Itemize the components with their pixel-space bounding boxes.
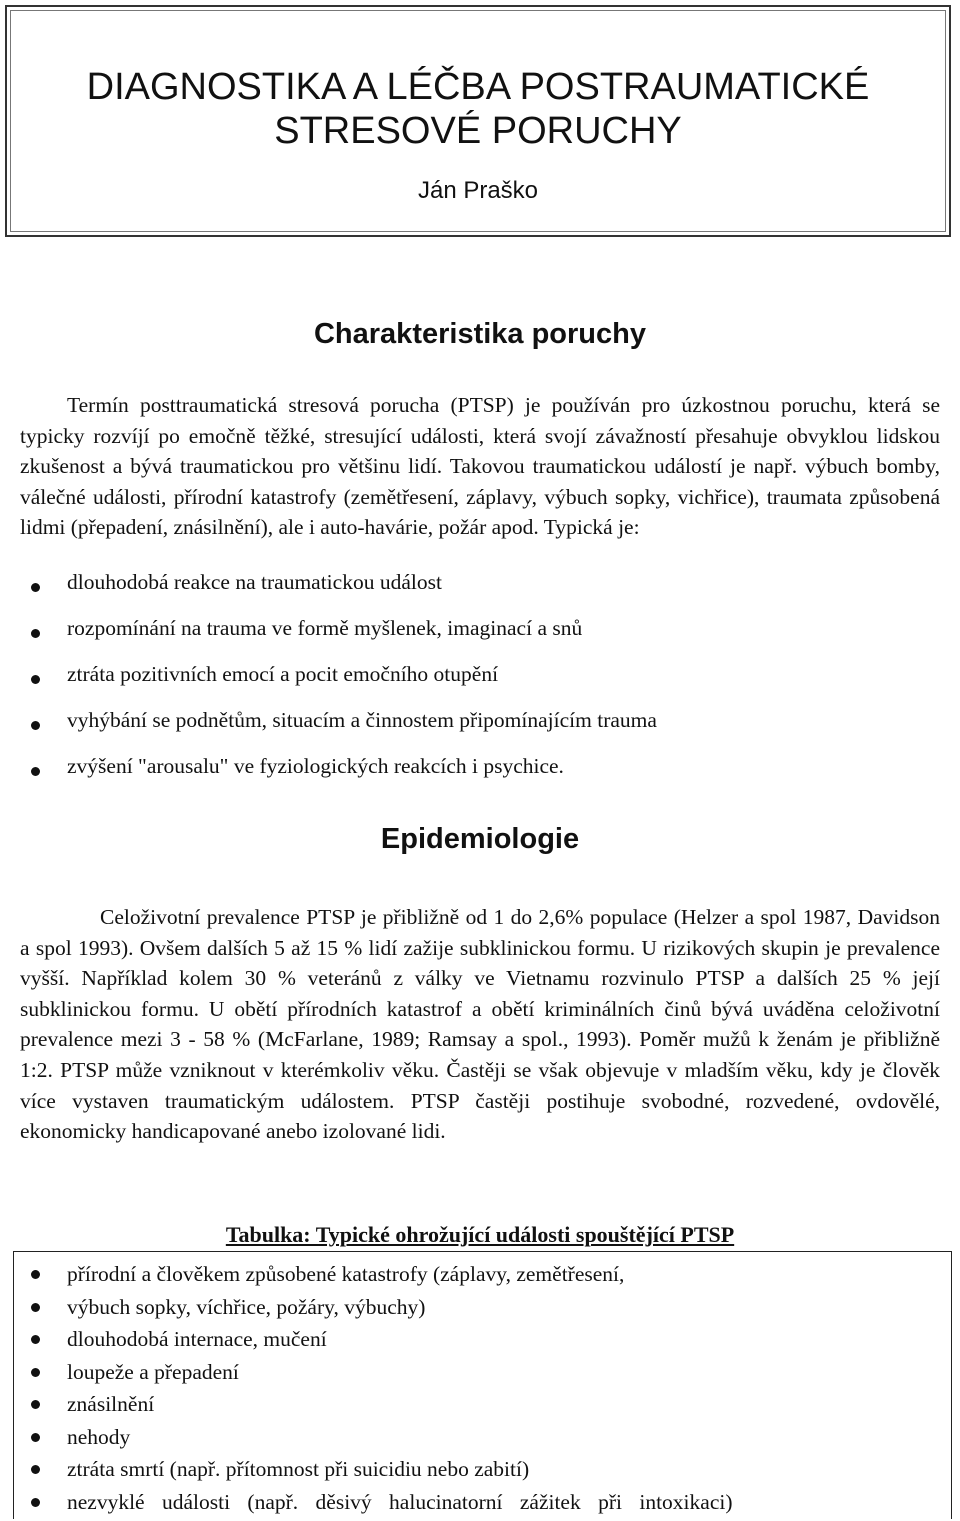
list-item: znásilnění <box>0 1388 940 1421</box>
title-box <box>5 5 951 237</box>
list-item: přírodní a člověkem způsobené katastrofy (záplavy, zemětřesení, <box>0 1258 940 1291</box>
list-item: nehody <box>0 1421 940 1454</box>
title-line-1: DIAGNOSTIKA A LÉČBA POSTRAUMATICKÉ <box>86 66 870 108</box>
table-title-text: Tabulka: Typické ohrožující události spouštějící PTSP <box>225 1222 735 1247</box>
section-heading-characteristics: Charakteristika poruchy <box>313 318 646 350</box>
list-item: loupeže a přepadení <box>0 1356 940 1389</box>
document-title <box>7 65 949 153</box>
list-item: výbuch sopky, víchřice, požáry, výbuchy) <box>0 1291 940 1324</box>
list-item: vyhýbání se podnětům, situacím a činnostem připomínajícím trauma <box>0 702 940 748</box>
list-item: rozpomínání na trauma ve formě myšlenek, imaginací a snů <box>0 610 940 656</box>
list-item: zvýšení "arousalu" ve fyziologických reakcích i psychice. <box>0 748 940 794</box>
list-item: dlouhodobá internace, mučení <box>0 1323 940 1356</box>
epidemiology-paragraph: Celoživotní prevalence PTSP je přibližně od 1 do 2,6% populace (Helzer a spol 1987, Davidson a spol 1993). Ovšem dalších 5 až 15 % lidí zažije subklinickou formu. U rizikových skupin je prevalence vyšší. Například kolem 30 % veteránů z války ve Vietnamu rozvinulo PTSP a dalších 25 % její subklinickou formu. U obětí přírodních katastrof a obětí kriminálních činů bývá uváděna celoživotní prevalence mezi 3 - 58 % (McFarlane, 1989; Ramsay a spol., 1993). Poměr mužů k ženám je přibližně 1:2. PTSP může vzniknout v kterémkoliv věku. Častěji se však objevuje v mladším věku, kdy je člověk více vystaven traumatickým událostem. PTSP častěji postihuje svobodné, rozvedené, ovdovělé, ekonomicky handicapované anebo izolované lidi. <box>20 905 940 1144</box>
symptom-list <box>0 564 940 794</box>
list-item: ztráta pozitivních emocí a pocit emočního otupění <box>0 656 940 702</box>
trigger-events-list <box>0 1258 940 1518</box>
list-item: nezvyklé události (např. děsivý halucinatorní zážitek při intoxikaci) <box>0 1486 940 1519</box>
section-heading-epidemiology: Epidemiologie <box>380 823 580 855</box>
list-item: dlouhodobá reakce na traumatickou událost <box>0 564 940 610</box>
list-item: ztráta smrtí (např. přítomnost při suicidiu nebo zabití) <box>0 1453 940 1486</box>
characteristics-paragraph: Termín posttraumatická stresová porucha (PTSP) je používán pro úzkostnou poruchu, která se typicky rozvíjí po emočně těžké, stresující události, která svojí závažností přesahuje obvyklou lidskou zkušenost a bývá traumatickou pro většinu lidí. Takovou traumatickou událostí je např. výbuch bomby, válečné události, přírodní katastrofy (zemětřesení, záplavy, výbuch sopky, vichřice), traumata způsobená lidmi (přepadení, znásilnění), ale i auto-havárie, požár apod. Typická je: <box>20 393 940 540</box>
author: Ján Praško <box>417 177 539 204</box>
table-title <box>0 1222 960 1248</box>
title-line-2: STRESOVÉ PORUCHY <box>274 110 682 152</box>
